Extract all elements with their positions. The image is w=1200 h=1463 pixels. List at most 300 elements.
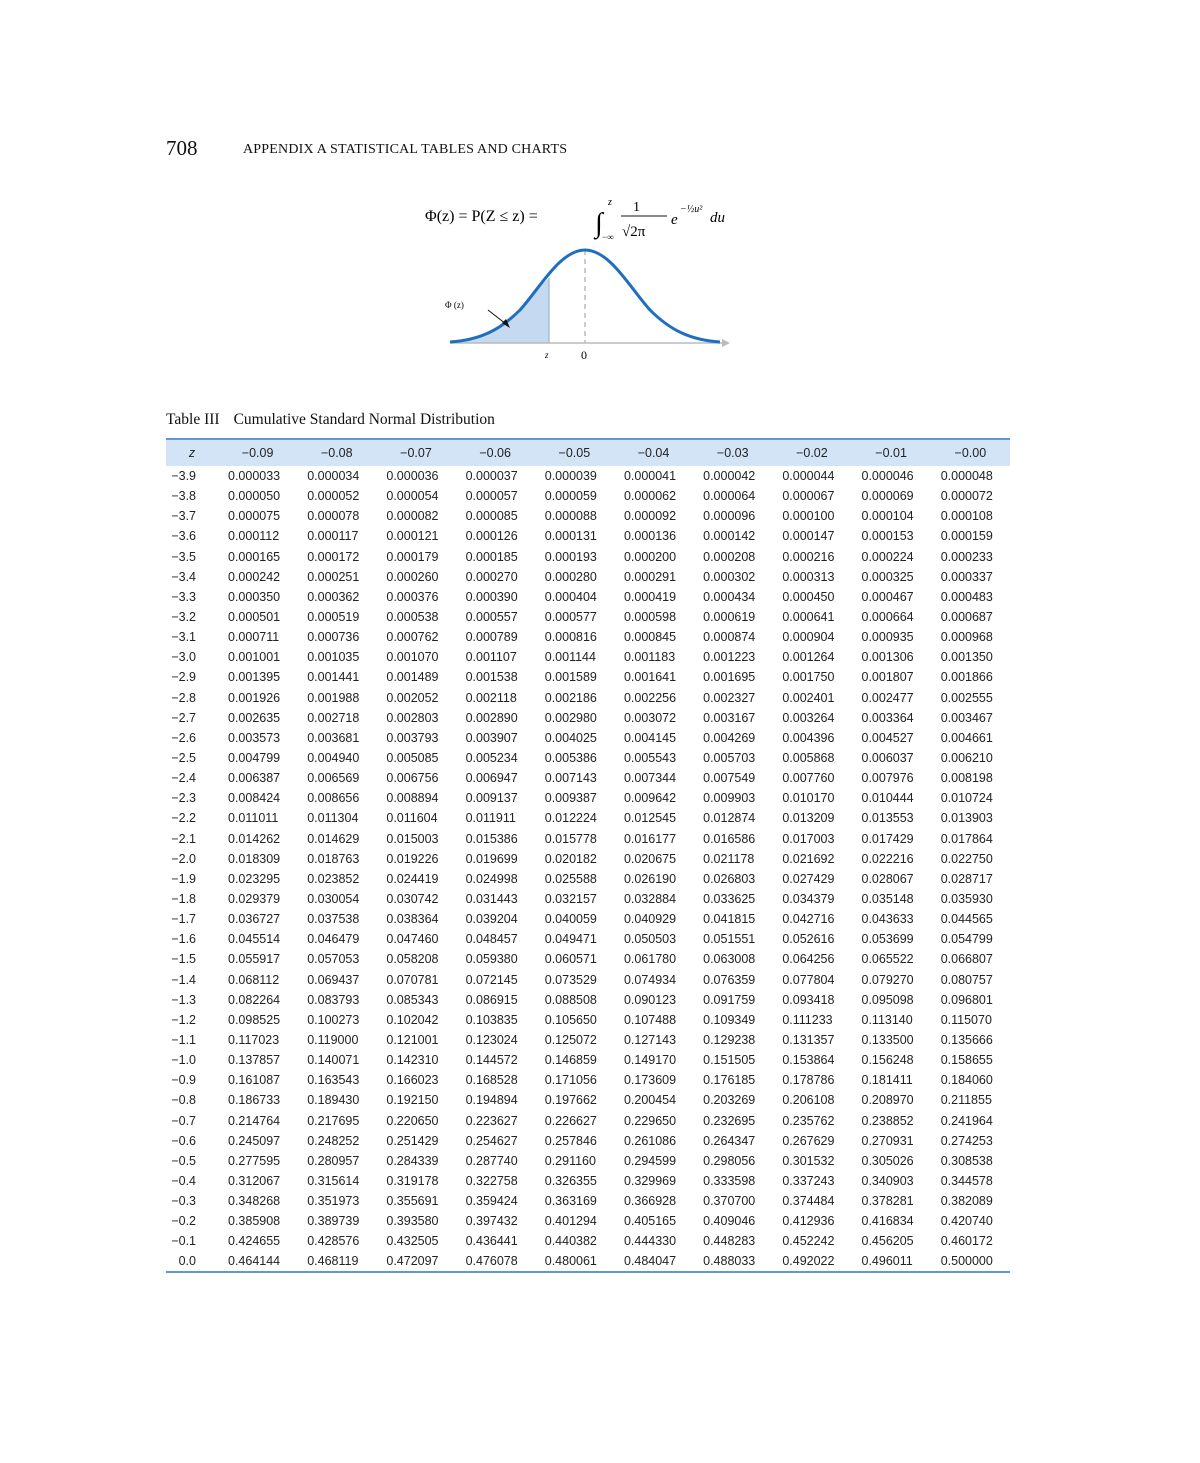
probability-cell: 0.001695 — [703, 670, 756, 685]
probability-cell: 0.000519 — [307, 610, 360, 625]
z-value-cell: −2.4 — [171, 771, 196, 786]
probability-cell: 0.039204 — [465, 912, 518, 927]
fraction-numerator: 1 — [633, 200, 640, 215]
z-value-cell: −0.2 — [171, 1214, 196, 1229]
probability-cell: 0.001489 — [386, 670, 439, 685]
table-row — [166, 990, 1010, 1010]
probability-cell: 0.176185 — [703, 1073, 756, 1088]
probability-cell: 0.000153 — [861, 529, 914, 544]
probability-cell: 0.000325 — [861, 569, 914, 584]
probability-cell: 0.000050 — [228, 489, 281, 504]
probability-cell: 0.000085 — [465, 509, 518, 524]
probability-cell: 0.014262 — [228, 831, 281, 846]
probability-cell: 0.000193 — [544, 549, 597, 564]
probability-cell: 0.000052 — [307, 489, 360, 504]
probability-cell: 0.322758 — [465, 1173, 518, 1188]
table-row — [166, 1211, 1010, 1231]
probability-cell: 0.000042 — [703, 469, 756, 484]
column-header: −0.06 — [479, 446, 511, 460]
column-header: −0.08 — [320, 446, 353, 460]
probability-cell: 0.006947 — [465, 771, 518, 786]
table-row — [166, 466, 1010, 486]
probability-cell: 0.000092 — [623, 509, 677, 524]
probability-cell: 0.012545 — [623, 811, 677, 826]
probability-cell: 0.086915 — [465, 992, 518, 1007]
table-row — [166, 647, 1010, 667]
probability-cell: 0.040059 — [544, 912, 597, 927]
probability-cell: 0.069437 — [307, 972, 360, 987]
z-value-cell: −3.3 — [171, 589, 196, 604]
probability-cell: 0.000165 — [228, 549, 281, 564]
probability-cell: 0.004661 — [940, 730, 993, 745]
probability-cell: 0.022216 — [861, 851, 914, 866]
table-row — [166, 728, 1010, 748]
probability-cell: 0.001070 — [386, 650, 439, 665]
probability-cell: 0.000434 — [703, 589, 756, 604]
probability-cell: 0.098525 — [228, 1012, 281, 1027]
probability-cell: 0.184060 — [940, 1073, 993, 1088]
probability-cell: 0.000501 — [228, 610, 281, 625]
probability-cell: 0.264347 — [703, 1133, 756, 1148]
probability-cell: 0.000291 — [623, 569, 677, 584]
probability-cell: 0.217695 — [307, 1113, 360, 1128]
probability-cell: 0.432505 — [386, 1234, 439, 1249]
probability-cell: 0.006387 — [228, 771, 281, 786]
probability-cell: 0.000577 — [544, 610, 597, 625]
probability-cell: 0.045514 — [228, 932, 281, 947]
probability-cell: 0.000208 — [703, 549, 756, 564]
probability-cell: 0.393580 — [386, 1214, 439, 1229]
probability-cell: 0.042716 — [782, 912, 835, 927]
probability-cell: 0.000172 — [307, 549, 360, 564]
probability-cell: 0.468119 — [307, 1254, 359, 1269]
probability-cell: 0.002803 — [386, 710, 439, 725]
probability-cell: 0.363169 — [544, 1194, 597, 1209]
z-label: z — [545, 350, 549, 360]
probability-cell: 0.030054 — [307, 892, 360, 907]
probability-cell: 0.017429 — [861, 831, 914, 846]
probability-cell: 0.082264 — [228, 992, 281, 1007]
probability-cell: 0.000039 — [544, 469, 597, 484]
probability-cell: 0.121001 — [386, 1033, 439, 1047]
z-value-cell: −3.0 — [171, 650, 196, 665]
probability-cell: 0.251429 — [386, 1133, 439, 1148]
probability-cell: 0.000048 — [940, 469, 993, 484]
probability-cell: 0.001107 — [465, 650, 517, 665]
table-row — [166, 667, 1010, 687]
probability-cell: 0.041815 — [703, 912, 756, 927]
probability-cell: 0.135666 — [940, 1033, 993, 1047]
probability-cell: 0.088508 — [544, 992, 597, 1007]
running-head: APPENDIX A STATISTICAL TABLES AND CHARTS — [243, 142, 568, 157]
probability-cell: 0.022750 — [940, 851, 993, 866]
probability-cell: 0.000126 — [465, 529, 518, 544]
probability-cell: 0.028717 — [940, 871, 993, 886]
probability-cell: 0.079270 — [861, 972, 914, 987]
probability-cell: 0.000036 — [386, 469, 439, 484]
z-value-cell: −1.2 — [171, 1012, 196, 1027]
z-value-cell: −0.5 — [171, 1153, 196, 1168]
probability-cell: 0.000067 — [782, 489, 835, 504]
probability-cell: 0.117023 — [228, 1033, 280, 1047]
probability-cell: 0.002477 — [861, 690, 914, 705]
probability-cell: 0.061780 — [623, 952, 677, 967]
probability-cell: 0.000362 — [307, 589, 360, 604]
probability-cell: 0.405165 — [623, 1214, 677, 1229]
table-row — [166, 1111, 1010, 1131]
z-value-cell: −2.5 — [171, 751, 196, 766]
probability-cell: 0.192150 — [386, 1093, 439, 1108]
probability-cell: 0.083793 — [307, 992, 360, 1007]
probability-cell: 0.301532 — [782, 1153, 835, 1168]
probability-cell: 0.156248 — [861, 1053, 914, 1068]
probability-cell: 0.000390 — [465, 589, 518, 604]
probability-cell: 0.000816 — [544, 630, 597, 645]
probability-cell: 0.001926 — [228, 690, 281, 705]
z-value-cell: −2.0 — [171, 851, 196, 866]
z-value-cell: −1.5 — [171, 952, 196, 967]
probability-cell: 0.294599 — [623, 1153, 677, 1168]
probability-cell: 0.424655 — [228, 1234, 281, 1249]
probability-cell: 0.001866 — [940, 670, 993, 685]
z-value-cell: −1.3 — [171, 992, 196, 1007]
probability-cell: 0.001001 — [228, 650, 281, 665]
probability-cell: 0.340903 — [861, 1173, 914, 1188]
table-header-row — [166, 439, 1010, 466]
probability-cell: 0.000736 — [307, 630, 360, 645]
probability-cell: 0.000185 — [465, 549, 518, 564]
probability-cell: 0.000467 — [861, 589, 914, 604]
z-value-cell: −0.1 — [171, 1234, 196, 1249]
probability-cell: 0.000641 — [782, 610, 835, 625]
probability-cell: 0.385908 — [228, 1214, 281, 1229]
probability-cell: 0.001807 — [861, 670, 914, 685]
probability-cell: 0.002256 — [623, 690, 677, 705]
probability-cell: 0.452242 — [782, 1234, 835, 1249]
probability-cell: 0.002327 — [703, 690, 756, 705]
probability-cell: 0.001441 — [307, 670, 360, 685]
probability-cell: 0.416834 — [861, 1214, 914, 1229]
z-value-cell: −2.9 — [171, 670, 196, 685]
probability-cell: 0.131357 — [782, 1033, 835, 1047]
probability-cell: 0.000216 — [782, 549, 835, 564]
probability-cell: 0.032884 — [623, 892, 677, 907]
probability-cell: 0.001641 — [623, 670, 677, 685]
probability-cell: 0.040929 — [623, 912, 677, 927]
probability-cell: 0.109349 — [703, 1012, 756, 1027]
probability-cell: 0.000078 — [307, 509, 360, 524]
column-header: −0.01 — [875, 446, 907, 460]
probability-cell: 0.229650 — [623, 1113, 677, 1128]
table-row — [166, 506, 1010, 526]
probability-cell: 0.000159 — [940, 529, 993, 544]
probability-cell: 0.002890 — [465, 710, 518, 725]
probability-cell: 0.359424 — [465, 1194, 518, 1209]
probability-cell: 0.000313 — [782, 569, 835, 584]
probability-cell: 0.171056 — [544, 1073, 597, 1088]
probability-cell: 0.017864 — [940, 831, 993, 846]
probability-cell: 0.000664 — [861, 610, 914, 625]
probability-cell: 0.440382 — [544, 1234, 597, 1249]
z-value-cell: −0.3 — [171, 1194, 196, 1209]
table-row — [166, 688, 1010, 708]
probability-cell: 0.337243 — [782, 1173, 835, 1188]
probability-cell: 0.254627 — [465, 1133, 518, 1148]
probability-cell: 0.280957 — [307, 1153, 360, 1168]
probability-cell: 0.238852 — [861, 1113, 914, 1128]
probability-cell: 0.010170 — [782, 791, 835, 806]
probability-cell: 0.003167 — [703, 710, 756, 725]
table-row — [166, 486, 1010, 506]
probability-cell: 0.003364 — [861, 710, 914, 725]
probability-cell: 0.329969 — [623, 1173, 677, 1188]
probability-cell: 0.000054 — [386, 489, 439, 504]
probability-cell: 0.004025 — [544, 730, 597, 745]
probability-cell: 0.001264 — [782, 650, 835, 665]
probability-cell: 0.009903 — [703, 791, 756, 806]
probability-cell: 0.319178 — [386, 1173, 439, 1188]
probability-cell: 0.000687 — [940, 610, 993, 625]
probability-cell: 0.000874 — [703, 630, 756, 645]
probability-cell: 0.001395 — [228, 670, 281, 685]
probability-cell: 0.000224 — [861, 549, 914, 564]
table-row — [166, 1030, 1010, 1050]
probability-cell: 0.006037 — [861, 751, 914, 766]
probability-cell: 0.019699 — [465, 851, 518, 866]
probability-cell: 0.308538 — [940, 1153, 993, 1168]
z-value-cell: −1.7 — [171, 912, 196, 927]
probability-cell: 0.000044 — [782, 469, 835, 484]
probability-cell: 0.161087 — [228, 1073, 281, 1088]
probability-cell: 0.014629 — [307, 831, 360, 846]
table-row — [166, 1050, 1010, 1070]
probability-cell: 0.013903 — [940, 811, 993, 826]
probability-cell: 0.003467 — [940, 710, 993, 725]
probability-cell: 0.326355 — [544, 1173, 597, 1188]
probability-cell: 0.000260 — [386, 569, 439, 584]
probability-cell: 0.008894 — [386, 791, 439, 806]
probability-cell: 0.008424 — [228, 791, 281, 806]
probability-cell: 0.007143 — [544, 771, 597, 786]
probability-cell: 0.019226 — [386, 851, 439, 866]
probability-cell: 0.018309 — [228, 851, 281, 866]
probability-cell: 0.054799 — [940, 932, 993, 947]
table-row — [166, 1231, 1010, 1251]
probability-cell: 0.484047 — [623, 1254, 677, 1269]
probability-cell: 0.291160 — [544, 1153, 596, 1168]
probability-cell: 0.004396 — [782, 730, 835, 745]
probability-cell: 0.370700 — [703, 1194, 756, 1209]
table-row — [166, 929, 1010, 949]
z-value-cell: −1.1 — [171, 1033, 196, 1047]
probability-cell: 0.029379 — [228, 892, 281, 907]
probability-cell: 0.002401 — [782, 690, 835, 705]
probability-cell: 0.010444 — [861, 791, 914, 806]
probability-cell: 0.013553 — [861, 811, 914, 826]
probability-cell: 0.000104 — [861, 509, 914, 524]
probability-cell: 0.000302 — [703, 569, 756, 584]
probability-cell: 0.009387 — [544, 791, 597, 806]
probability-cell: 0.267629 — [782, 1133, 835, 1148]
column-header: −0.03 — [716, 446, 749, 460]
exp-power: −½u² — [680, 204, 703, 215]
probability-cell: 0.107488 — [623, 1012, 677, 1027]
probability-cell: 0.006210 — [940, 751, 993, 766]
probability-cell: 0.007760 — [782, 771, 835, 786]
probability-cell: 0.496011 — [861, 1254, 913, 1269]
probability-cell: 0.206108 — [782, 1093, 835, 1108]
probability-cell: 0.000034 — [307, 469, 360, 484]
probability-cell: 0.006756 — [386, 771, 439, 786]
probability-cell: 0.173609 — [623, 1073, 677, 1088]
table-row — [166, 1251, 1010, 1271]
probability-cell: 0.000619 — [703, 610, 756, 625]
probability-cell: 0.093418 — [782, 992, 835, 1007]
probability-cell: 0.115070 — [940, 1012, 992, 1027]
probability-cell: 0.063008 — [703, 952, 756, 967]
probability-cell: 0.004940 — [307, 751, 360, 766]
probability-cell: 0.046479 — [307, 932, 360, 947]
probability-cell: 0.051551 — [703, 932, 756, 947]
probability-cell: 0.261086 — [623, 1133, 677, 1148]
probability-cell: 0.031443 — [465, 892, 518, 907]
probability-cell: 0.409046 — [703, 1214, 756, 1229]
probability-cell: 0.026803 — [703, 871, 756, 886]
probability-cell: 0.000450 — [782, 589, 835, 604]
probability-cell: 0.015003 — [386, 831, 439, 846]
probability-cell: 0.397432 — [465, 1214, 518, 1229]
probability-cell: 0.004269 — [703, 730, 756, 745]
normal-curve-figure — [440, 240, 740, 370]
probability-cell: 0.111233 — [782, 1012, 833, 1027]
probability-cell: 0.444330 — [623, 1234, 677, 1249]
probability-cell: 0.189430 — [307, 1093, 360, 1108]
column-header-z: z — [188, 446, 196, 460]
probability-cell: 0.000904 — [782, 630, 835, 645]
z-value-cell: −0.7 — [171, 1113, 196, 1128]
probability-cell: 0.048457 — [465, 932, 518, 947]
probability-cell: 0.003907 — [465, 730, 518, 745]
probability-cell: 0.018763 — [307, 851, 360, 866]
probability-cell: 0.085343 — [386, 992, 439, 1007]
probability-cell: 0.026190 — [623, 871, 677, 886]
table-row — [166, 1070, 1010, 1090]
probability-cell: 0.000251 — [307, 569, 360, 584]
table-row — [166, 949, 1010, 969]
probability-cell: 0.140071 — [307, 1053, 360, 1068]
probability-cell: 0.000100 — [782, 509, 835, 524]
probability-cell: 0.009642 — [623, 791, 677, 806]
z-value-cell: 0.0 — [178, 1254, 196, 1269]
z-value-cell: −1.8 — [171, 892, 196, 907]
probability-cell: 0.050503 — [623, 932, 677, 947]
probability-cell: 0.500000 — [940, 1254, 993, 1269]
probability-cell: 0.000117 — [307, 529, 359, 544]
probability-cell: 0.004527 — [861, 730, 914, 745]
probability-cell: 0.002555 — [940, 690, 993, 705]
probability-cell: 0.312067 — [228, 1173, 281, 1188]
probability-cell: 0.153864 — [782, 1053, 835, 1068]
z-value-cell: −3.7 — [171, 509, 196, 524]
probability-cell: 0.015386 — [465, 831, 518, 846]
z-value-cell: −1.9 — [171, 871, 196, 886]
probability-cell: 0.055917 — [228, 952, 281, 967]
probability-cell: 0.001589 — [544, 670, 597, 685]
probability-cell: 0.001144 — [544, 650, 596, 665]
probability-cell: 0.007344 — [623, 771, 677, 786]
probability-cell: 0.305026 — [861, 1153, 914, 1168]
probability-cell: 0.000096 — [703, 509, 756, 524]
probability-cell: 0.000789 — [465, 630, 518, 645]
probability-cell: 0.035930 — [940, 892, 993, 907]
probability-cell: 0.015778 — [544, 831, 597, 846]
probability-cell: 0.000376 — [386, 589, 439, 604]
probability-cell: 0.016586 — [703, 831, 756, 846]
probability-cell: 0.000280 — [544, 569, 597, 584]
table-row — [166, 627, 1010, 647]
probability-cell: 0.035148 — [861, 892, 914, 907]
probability-cell: 0.008656 — [307, 791, 360, 806]
probability-cell: 0.074934 — [623, 972, 677, 987]
probability-cell: 0.456205 — [861, 1234, 914, 1249]
probability-cell: 0.021178 — [703, 851, 755, 866]
column-header: −0.09 — [241, 446, 274, 460]
probability-cell: 0.298056 — [703, 1153, 756, 1168]
probability-cell: 0.005703 — [703, 751, 756, 766]
probability-cell: 0.241964 — [940, 1113, 993, 1128]
probability-cell: 0.001538 — [465, 670, 518, 685]
probability-cell: 0.001750 — [782, 670, 835, 685]
probability-cell: 0.211855 — [940, 1093, 992, 1108]
probability-cell: 0.137857 — [228, 1053, 281, 1068]
probability-cell: 0.058208 — [386, 952, 439, 967]
z-value-cell: −3.4 — [171, 569, 196, 584]
column-header: −0.00 — [954, 446, 987, 460]
table-row — [166, 1171, 1010, 1191]
probability-cell: 0.287740 — [465, 1153, 518, 1168]
probability-cell: 0.064256 — [782, 952, 835, 967]
probability-cell: 0.005386 — [544, 751, 597, 766]
probability-cell: 0.023852 — [307, 871, 360, 886]
table-row — [166, 970, 1010, 990]
probability-cell: 0.355691 — [386, 1194, 439, 1209]
probability-cell: 0.000350 — [228, 589, 281, 604]
probability-cell: 0.000147 — [782, 529, 835, 544]
probability-cell: 0.000270 — [465, 569, 518, 584]
cumulative-normal-table — [166, 438, 1010, 1273]
column-header: −0.04 — [637, 446, 670, 460]
probability-cell: 0.070781 — [386, 972, 439, 987]
probability-cell: 0.476078 — [465, 1254, 518, 1269]
z-value-cell: −1.0 — [171, 1053, 196, 1068]
probability-cell: 0.017003 — [782, 831, 835, 846]
probability-cell: 0.000762 — [386, 630, 439, 645]
probability-cell: 0.000598 — [623, 610, 677, 625]
probability-cell: 0.000337 — [940, 569, 993, 584]
probability-cell: 0.012874 — [703, 811, 756, 826]
probability-cell: 0.000108 — [940, 509, 993, 524]
table-row — [166, 849, 1010, 869]
table-row — [166, 1191, 1010, 1211]
probability-cell: 0.000059 — [544, 489, 597, 504]
probability-cell: 0.009137 — [465, 791, 518, 806]
probability-cell: 0.151505 — [703, 1053, 756, 1068]
probability-cell: 0.002718 — [307, 710, 360, 725]
z-value-cell: −1.6 — [171, 932, 196, 947]
table-row — [166, 869, 1010, 889]
probability-cell: 0.002186 — [544, 690, 597, 705]
probability-cell: 0.436441 — [465, 1234, 518, 1249]
